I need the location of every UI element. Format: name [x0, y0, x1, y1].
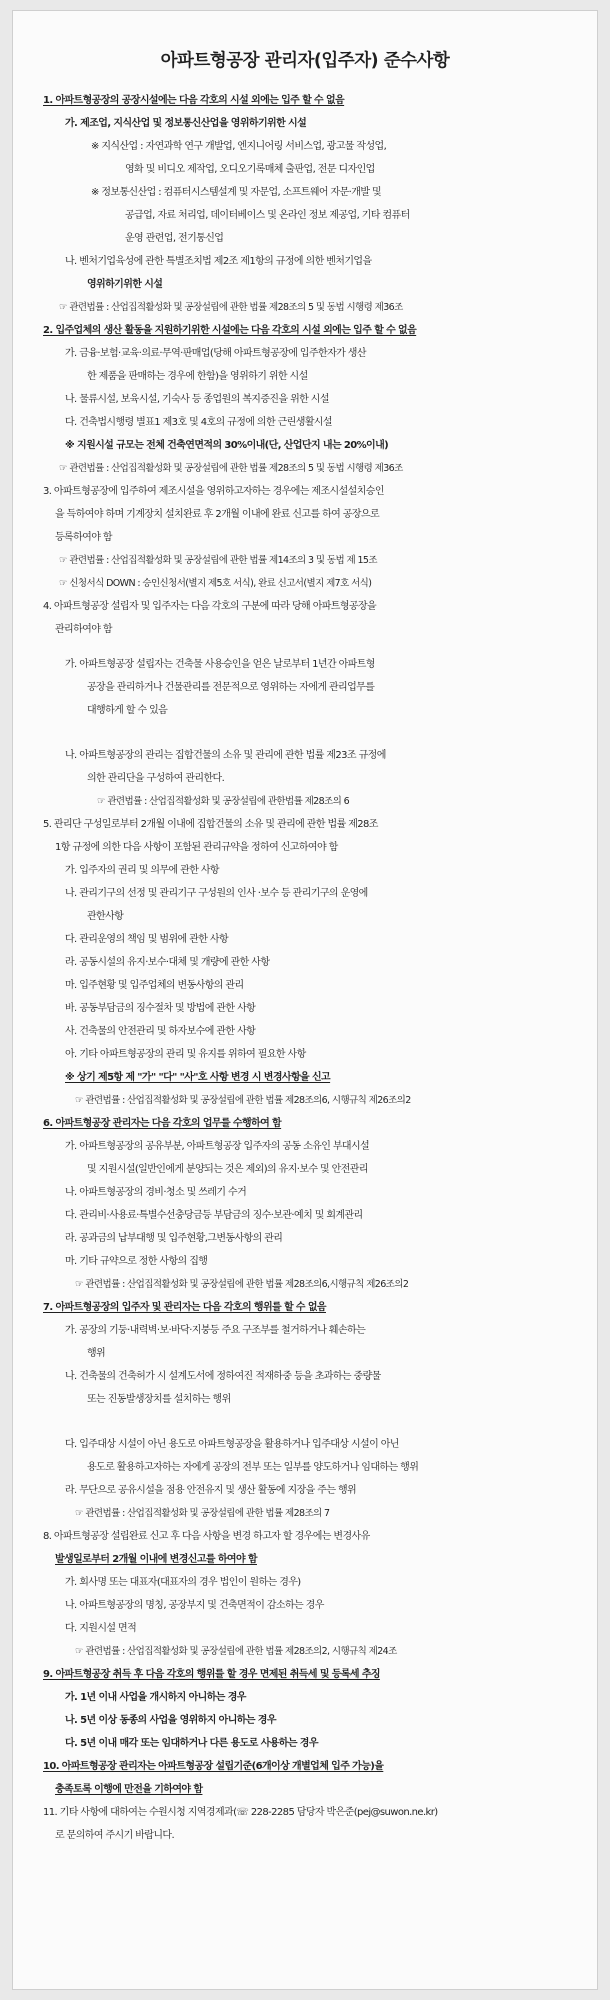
- section-7-item-b-cont: 또는 진동발생장치를 설치하는 행위: [87, 1394, 231, 1405]
- section-10-line-1: 10. 아파트형공장 관리자는 아파트형공장 설립기준(6개이상 개별업체 입주 가능)을: [43, 1761, 384, 1772]
- section-5-item-f: 바. 공동부담금의 징수절차 및 방법에 관한 사항: [65, 1003, 256, 1014]
- section-5-line-1: 5. 관리단 구성일로부터 2개월 이내에 집합건물의 소유 및 관리에 관한 법률 제28조: [43, 819, 378, 830]
- section-7-item-b: 나. 건축물의 건축허가 시 설계도서에 정하여진 적재하중 등을 초과하는 중량물: [65, 1371, 381, 1382]
- section-4-item-a-cont2: 대행하게 할 수 있음: [87, 705, 168, 716]
- section-8-item-b: 나. 아파트형공장의 명칭, 공장부지 및 건축면적이 감소하는 경우: [65, 1600, 324, 1611]
- section-8-line-1: 8. 아파트형공장 설립완료 신고 후 다음 사항을 변경 하고자 할 경우에는 변경사유: [43, 1531, 370, 1542]
- section-1-note-knowledge: ※ 지식산업 : 자연과학 연구 개발업, 엔지니어링 서비스업, 광고물 작성업,: [91, 141, 387, 152]
- document-page: [12, 10, 598, 1990]
- section-7-item-d: 라. 무단으로 공유시설을 점용 안전유지 및 생산 활동에 지장을 주는 행위: [65, 1485, 357, 1496]
- section-5-reference: ☞ 관련법률 : 산업집적활성화 및 공장설립에 관한 법률 제28조의6, 시행규칙 제26조의2: [75, 1095, 411, 1106]
- section-5-item-b-cont: 관한사항: [87, 911, 124, 922]
- section-8-reference: ☞ 관련법률 : 산업집적활성화 및 공장설립에 관한 법률 제28조의2, 시행규칙 제24조: [75, 1646, 397, 1657]
- section-10-line-2: 충족토록 이행에 만전을 기하여야 함: [55, 1784, 203, 1795]
- section-1-note-ict-cont: 공급업, 자료 처리업, 데이터베이스 및 온라인 정보 제공업, 기타 컴퓨터: [125, 210, 410, 221]
- section-4-reference: ☞ 관련법률 : 산업집적활성화 및 공장설립에 관한법률 제28조의 6: [97, 796, 350, 807]
- section-1-item-b-cont: 영위하기위한 시설: [87, 279, 163, 290]
- section-3-reference: ☞ 관련법률 : 산업집적활성화 및 공장설립에 관한 법률 제14조의 3 및 동법 제 15조: [59, 555, 377, 566]
- section-8-item-c: 다. 지원시설 면적: [65, 1623, 137, 1634]
- section-9-item-b: 나. 5년 이상 동종의 사업을 영위하지 아니하는 경우: [65, 1715, 276, 1726]
- section-11-contact[interactable]: 11. 기타 사항에 대하여는 수원시청 지역경제과(☏ 228-2285 담당자 박은준(pej@suwon.ne.kr): [43, 1807, 438, 1818]
- section-5-item-a: 가. 입주자의 권리 및 의무에 관한 사항: [65, 865, 219, 876]
- section-5-item-g: 사. 건축물의 안전관리 및 하자보수에 관한 사항: [65, 1026, 256, 1037]
- section-2-reference: ☞ 관련법률 : 산업집적활성화 및 공장설립에 관한 법률 제28조의 5 및 동법 시행령 제36조: [59, 463, 403, 474]
- section-6-reference: ☞ 관련법률 : 산업집적활성화 및 공장설립에 관한 법률 제28조의6,시행규칙 제26조의2: [75, 1279, 409, 1290]
- section-4-item-a-cont: 공장을 관리하거나 건물관리를 전문적으로 영위하는 자에게 관리업무를: [87, 682, 375, 693]
- section-9-item-c: 다. 5년 이내 매각 또는 임대하거나 다른 용도로 사용하는 경우: [65, 1738, 318, 1749]
- section-1-note-ict: ※ 정보통신산업 : 컴퓨터시스템설계 및 자문업, 소프트웨어 자문·개발 및: [91, 187, 382, 198]
- section-1-heading: 1. 아파트형공장의 공장시설에는 다음 각호의 시설 외에는 입주 할 수 없음: [43, 95, 345, 106]
- document-body: [13, 89, 597, 1847]
- section-5-item-d: 라. 공동시설의 유지·보수·대체 및 개량에 관한 사항: [65, 957, 270, 968]
- section-7-reference: ☞ 관련법률 : 산업집적활성화 및 공장설립에 관한 법률 제28조의 7: [75, 1508, 330, 1519]
- section-7-heading: 7. 아파트형공장의 입주자 및 관리자는 다음 각호의 행위를 할 수 없음: [43, 1302, 326, 1313]
- section-2-note: ※ 지원시설 규모는 전체 건축연면적의 30%이내(단, 산업단지 내는 20%이내): [65, 440, 389, 451]
- section-4-item-a: 가. 아파트형공장 설립자는 건축물 사용승인을 얻은 날로부터 1년간 아파트형: [65, 659, 375, 670]
- section-8-line-2: 발생일로부터 2개월 이내에 변경신고를 하여야 함: [55, 1554, 257, 1565]
- section-5-item-b: 나. 관리기구의 선정 및 관리기구 구성원의 인사 ·보수 등 관리기구의 운영에: [65, 888, 368, 899]
- section-2-item-a-cont: 한 제품을 판매하는 경우에 한함)을 영위하기 위한 시설: [87, 371, 308, 382]
- section-6-item-a: 가. 아파트형공장의 공유부분, 아파트형공장 입주자의 공동 소유인 부대시설: [65, 1141, 370, 1152]
- section-5-item-h: 아. 기타 아파트형공장의 관리 및 유지를 위하여 필요한 사항: [65, 1049, 306, 1060]
- section-6-item-e: 마. 기타 규약으로 정한 사항의 집행: [65, 1256, 208, 1267]
- section-1-item-a: 가. 제조업, 지식산업 및 정보통신산업을 영위하기위한 시설: [65, 118, 307, 129]
- section-6-item-d: 라. 공과금의 납부대행 및 입주현황,그변동사항의 관리: [65, 1233, 283, 1244]
- section-1-item-b: 나. 벤처기업육성에 관한 특별조치법 제2조 제1항의 규정에 의한 벤처기업을: [65, 256, 372, 267]
- section-3-line-1: 3. 아파트형공장에 입주하여 제조시설을 영위하고자하는 경우에는 제조시설설치승인: [43, 486, 384, 497]
- section-6-heading: 6. 아파트형공장 관리자는 다음 각호의 업무를 수행하여 함: [43, 1118, 282, 1129]
- section-3-line-3: 등록하여야 함: [55, 532, 112, 543]
- section-2-item-c: 다. 건축법시행령 별표1 제3호 및 4호의 규정에 의한 근린생활시설: [65, 417, 332, 428]
- section-9-item-a: 가. 1년 이내 사업을 개시하지 아니하는 경우: [65, 1692, 246, 1703]
- section-4-line-1: 4. 아파트형공장 설립자 및 입주자는 다음 각호의 구분에 따라 당해 아파트형공장을: [43, 601, 377, 612]
- section-5-note: ※ 상기 제5항 제 "가" "다" "사"호 사항 변경 시 변경사항을 신고: [65, 1072, 331, 1083]
- section-6-item-b: 나. 아파트형공장의 경비·청소 및 쓰레기 수거: [65, 1187, 247, 1198]
- section-5-line-2: 1항 규정에 의한 다음 사항이 포함된 관리규약을 정하여 신고하여야 함: [55, 842, 338, 853]
- section-2-item-b: 나. 물류시설, 보육시설, 기숙사 등 종업원의 복지증진을 위한 시설: [65, 394, 329, 405]
- section-9-heading: 9. 아파트형공장 취득 후 다음 각호의 행위를 할 경우 면제된 취득세 및 등록세 추징: [43, 1669, 380, 1680]
- section-3-form-download[interactable]: ☞ 신청서식 DOWN : 승인신청서(별지 제5호 서식), 완료 신고서(별지 제7호 서식): [59, 578, 372, 589]
- section-7-item-c: 다. 입주대상 시설이 아닌 용도로 아파트형공장을 활용하거나 입주대상 시설이 아닌: [65, 1439, 399, 1450]
- section-3-line-2: 을 득하여야 하며 기계장치 설치완료 후 2개월 이내에 완료 신고를 하여 공장으로: [55, 509, 380, 520]
- section-7-item-c-cont: 용도로 활용하고자하는 자에게 공장의 전부 또는 일부를 양도하거나 임대하는 행위: [87, 1462, 419, 1473]
- section-1-note-ict-cont2: 운영 관련업, 전기통신업: [125, 233, 224, 244]
- page-title: 아파트형공장 관리자(입주자) 준수사항: [160, 51, 450, 71]
- section-4-item-b-cont: 의한 관리단을 구성하여 관리한다.: [87, 773, 225, 784]
- section-1-reference: ☞ 관련법률 : 산업집적활성화 및 공장설립에 관한 법률 제28조의 5 및 동법 시행령 제36조: [59, 302, 403, 313]
- section-7-item-a-cont: 행위: [87, 1348, 106, 1359]
- section-7-item-a: 가. 공장의 기둥·내력벽·보·바닥·지붕등 주요 구조부를 철거하거나 훼손하는: [65, 1325, 366, 1336]
- section-5-item-e: 마. 입주현황 및 입주업체의 변동사항의 관리: [65, 980, 244, 991]
- section-6-item-a-cont: 및 지원시설(일반인에게 분양되는 것은 제외)의 유지·보수 및 안전관리: [87, 1164, 368, 1175]
- section-2-heading: 2. 입주업체의 생산 활동을 지원하기위한 시설에는 다음 각호의 시설 외에는 입주 할 수 없음: [43, 325, 417, 336]
- section-8-item-a: 가. 회사명 또는 대표자(대표자의 경우 법인이 원하는 경우): [65, 1577, 301, 1588]
- section-11-contact-cont: 로 문의하여 주시기 바랍니다.: [55, 1830, 175, 1841]
- section-4-item-b: 나. 아파트형공장의 관리는 집합건물의 소유 및 관리에 관한 법률 제23조 규정에: [65, 750, 386, 761]
- section-5-item-c: 다. 관리운영의 책임 및 범위에 관한 사항: [65, 934, 229, 945]
- section-4-line-2: 관리하여야 함: [55, 624, 112, 635]
- section-6-item-c: 다. 관리비·사용료·특별수선충당금등 부담금의 징수·보관·예치 및 회계관리: [65, 1210, 363, 1221]
- section-1-note-knowledge-cont: 영화 및 비디오 제작업, 오디오기록매체 출판업, 전문 디자인업: [125, 164, 375, 175]
- section-2-item-a: 가. 금융·보험·교육·의료·무역·판매업(당해 아파트형공장에 입주한자가 생산: [65, 348, 366, 359]
